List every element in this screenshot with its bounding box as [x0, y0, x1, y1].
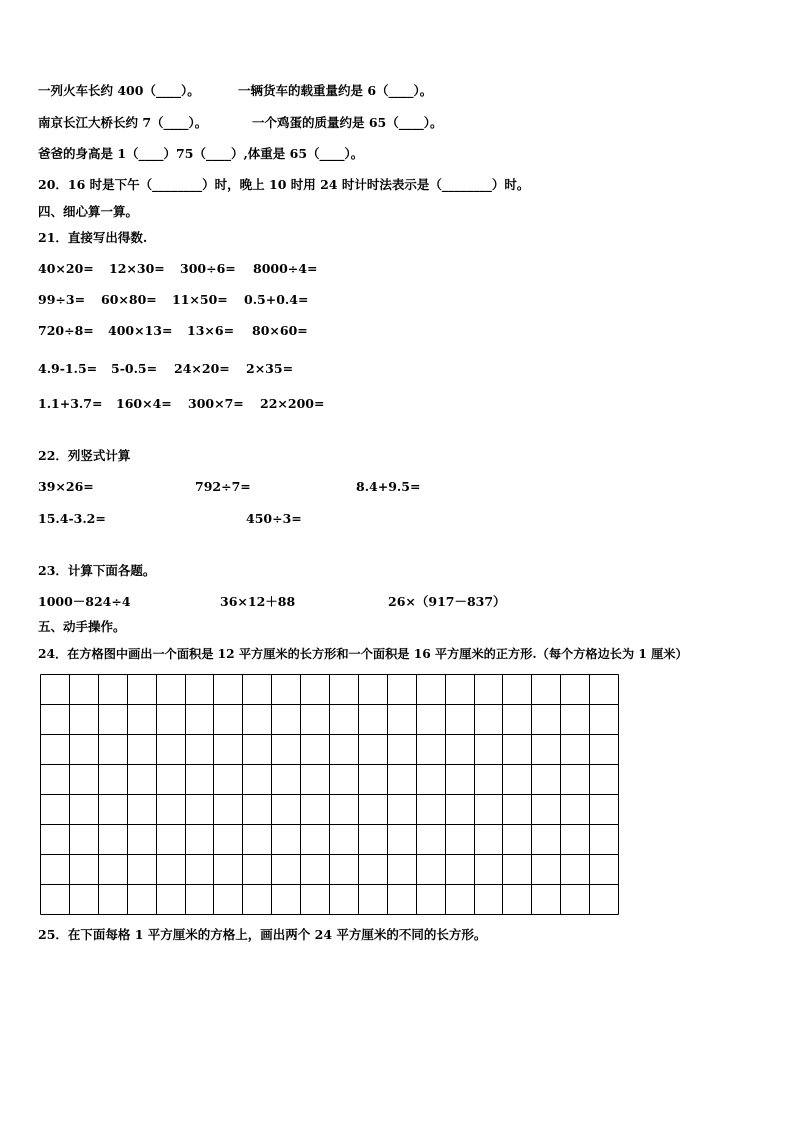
calc-item: 80×60= — [252, 323, 308, 338]
calc-item: 99÷3= — [38, 292, 86, 307]
section-5-heading: 五、动手操作。 — [38, 619, 126, 634]
calc-item: 2×35= — [246, 361, 294, 376]
calc-item: 1.1+3.7= — [38, 396, 103, 411]
calc-item: 39×26= — [38, 479, 94, 494]
calc-item: 11×50= — [172, 292, 228, 307]
calc-item: 40×20= — [38, 261, 94, 276]
calc-item: 1000－824÷4 — [38, 594, 131, 609]
calc-item: 4.9-1.5= — [38, 361, 98, 376]
question-20: 20．16 时是下午（________）时，晚上 10 时用 24 时计时法表示是（________）时。 — [38, 177, 530, 192]
fill-train-length: 一列火车长约 400（____）。 — [38, 83, 200, 98]
calc-item: 36×12＋88 — [220, 594, 296, 609]
calc-item: 26×（917－837） — [388, 594, 506, 609]
question-22-title: 22．列竖式计算 — [38, 448, 131, 463]
calc-item: 300÷6= — [180, 261, 236, 276]
calc-item: 5-0.5= — [111, 361, 158, 376]
calc-item: 8.4+9.5= — [356, 479, 421, 494]
question-23-title: 23．计算下面各题。 — [38, 563, 156, 578]
calc-item: 400×13= — [108, 323, 173, 338]
fill-truck-load: 一辆货车的载重量约是 6（____）。 — [238, 83, 433, 98]
calc-item: 450÷3= — [246, 511, 302, 526]
square-grid — [40, 674, 619, 916]
calc-item: 24×20= — [174, 361, 230, 376]
section-4-heading: 四、细心算一算。 — [38, 204, 139, 219]
calc-item: 12×30= — [109, 261, 165, 276]
fill-bridge-length: 南京长江大桥长约 7（____）。 — [38, 115, 208, 130]
calc-item: 792÷7= — [195, 479, 251, 494]
fill-egg-mass: 一个鸡蛋的质量约是 65（____）。 — [252, 115, 443, 130]
calc-item: 0.5+0.4= — [244, 292, 309, 307]
calc-item: 160×4= — [116, 396, 172, 411]
fill-dad-height-weight: 爸爸的身高是 1（____）75（____）,体重是 65（____）。 — [38, 146, 364, 161]
calc-item: 15.4-3.2= — [38, 511, 106, 526]
calc-item: 22×200= — [260, 396, 325, 411]
question-25: 25．在下面每格 1 平方厘米的方格上，画出两个 24 平方厘米的不同的长方形。 — [38, 927, 487, 942]
question-24: 24．在方格图中画出一个面积是 12 平方厘米的长方形和一个面积是 16 平方厘米的正方形.（每个方格边长为 1 厘米） — [38, 647, 688, 661]
calc-item: 720÷8= — [38, 323, 94, 338]
calc-item: 13×6= — [187, 323, 235, 338]
calc-item: 300×7= — [188, 396, 244, 411]
question-21-title: 21．直接写出得数. — [38, 230, 148, 245]
calc-item: 8000÷4= — [253, 261, 318, 276]
calc-item: 60×80= — [101, 292, 157, 307]
